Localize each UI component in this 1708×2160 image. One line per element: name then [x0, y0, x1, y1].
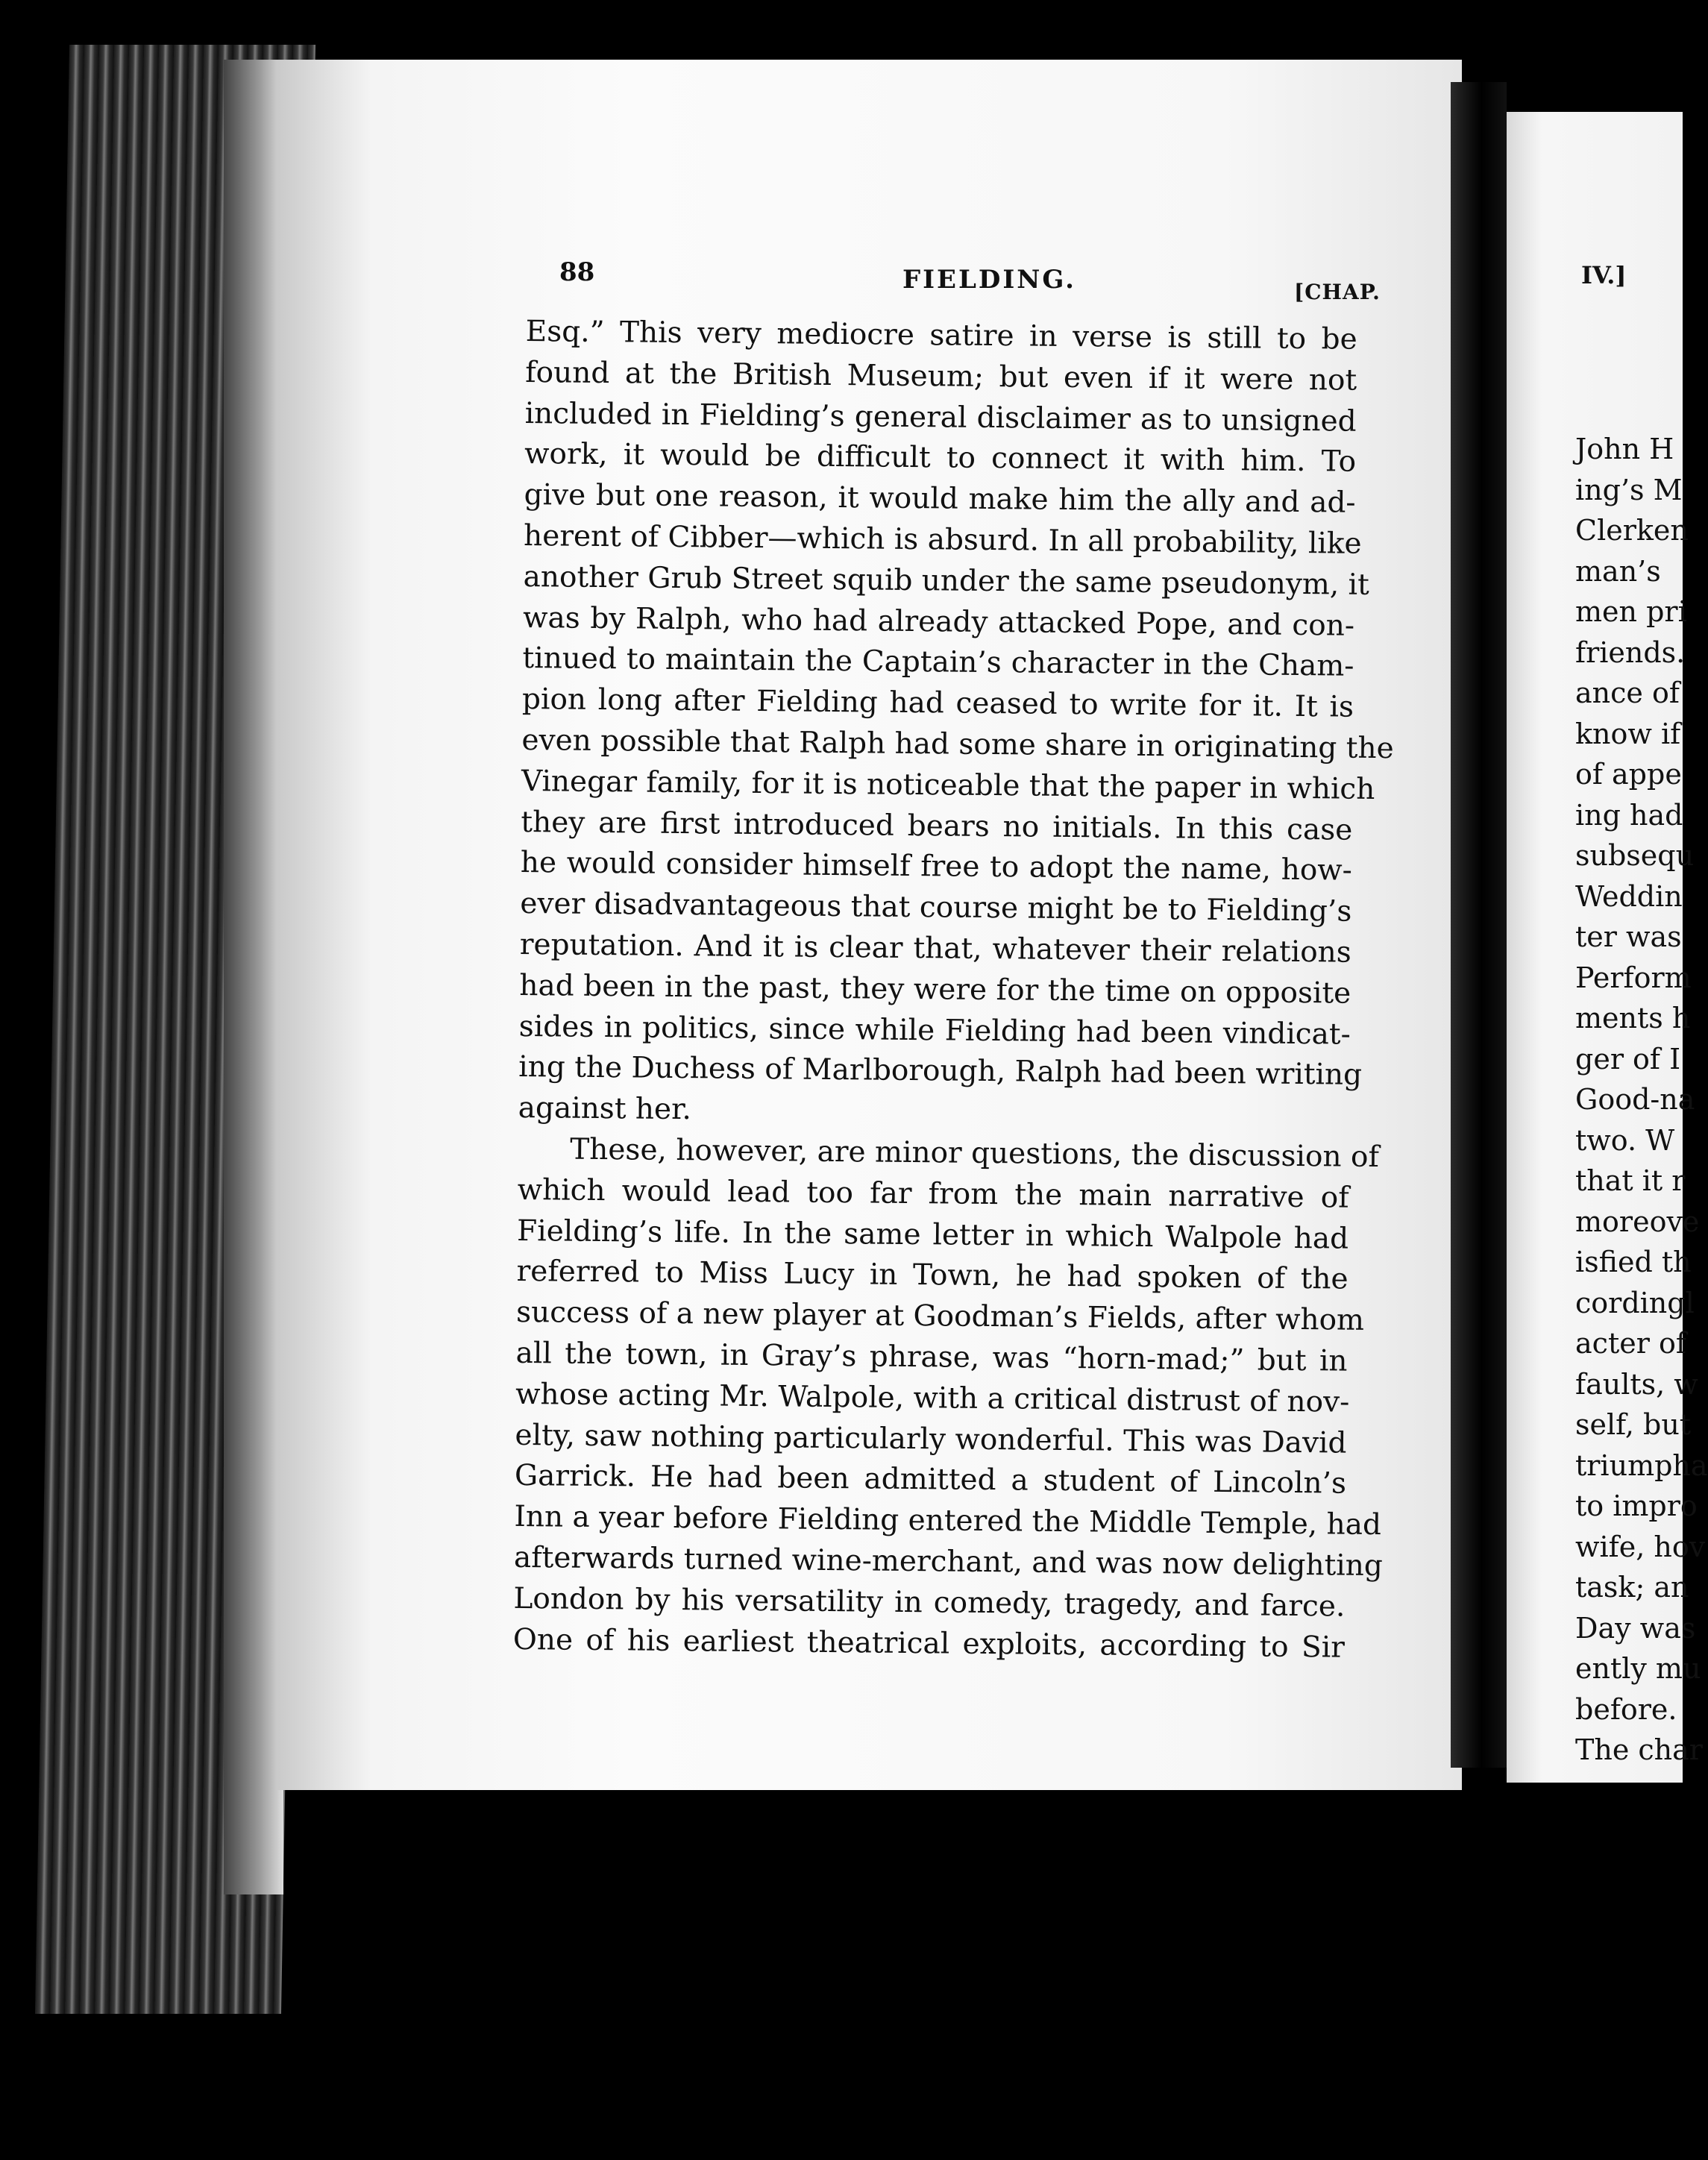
- text-line: know if: [1575, 717, 1681, 750]
- text-line: ently mu: [1575, 1652, 1701, 1685]
- text-line: afterwards turned wine-merchant, and was now delighting: [513, 1540, 1384, 1583]
- text-line: that it r: [1575, 1164, 1686, 1197]
- text-line: against her.: [518, 1091, 692, 1127]
- text-line: Good-na: [1575, 1083, 1695, 1116]
- page-number: 88: [559, 257, 595, 287]
- paragraph-start-line: These, however, are minor questions, the discussion of: [570, 1132, 1380, 1174]
- text-line: ter was: [1575, 920, 1682, 953]
- text-line: reputation. And it is clear that, whatever their relations: [519, 927, 1352, 970]
- text-line: ments h: [1575, 1002, 1691, 1035]
- text-line: tinued to maintain the Captain’s character in the Cham-: [522, 641, 1354, 684]
- text-line: which would lead too far from the main narrative of: [517, 1172, 1349, 1215]
- text-line: The char: [1575, 1733, 1703, 1766]
- text-line: found at the British Museum; but even if it were not: [525, 355, 1357, 398]
- text-line: success of a new player at Goodman’s Fields, after whom: [515, 1296, 1365, 1337]
- text-line: before.: [1575, 1692, 1677, 1726]
- right-page-header: IV.]: [1581, 261, 1627, 289]
- text-line: whose acting Mr. Walpole, with a critical distrust of nov-: [515, 1377, 1350, 1419]
- text-line: self, but: [1575, 1408, 1692, 1441]
- text-line: work, it would be difficult to connect it with him. To: [524, 437, 1357, 480]
- text-line: Perform: [1575, 961, 1692, 994]
- text-line: Day was: [1575, 1611, 1696, 1645]
- text-line: ing had: [1575, 798, 1683, 832]
- text-line: pion long after Fielding had ceased to write for it. It is: [521, 682, 1354, 724]
- running-title: FIELDING.: [902, 265, 1076, 295]
- text-line: to impro: [1575, 1489, 1698, 1522]
- text-line: another Grub Street squib under the same pseudonym, it: [523, 559, 1370, 602]
- text-line: subsequ: [1575, 839, 1695, 872]
- text-line: isfied th: [1575, 1246, 1692, 1278]
- text-line: ing’s M: [1575, 473, 1683, 506]
- right-page: [1507, 112, 1708, 1783]
- text-line: acter of: [1575, 1327, 1686, 1360]
- text-line: Garrick. He had been admitted a student of Lincoln’s: [514, 1459, 1347, 1501]
- text-line: Fielding’s life. In the same letter in which Walpole had: [516, 1214, 1349, 1256]
- text-line: they are first introduced bears no initials. In this case: [521, 805, 1353, 847]
- text-line: wife, hov: [1575, 1530, 1706, 1563]
- chapter-mark: [CHAP.: [1294, 280, 1381, 304]
- text-line: of appe: [1575, 758, 1682, 791]
- book-gutter: [1451, 82, 1507, 1768]
- text-line: ever disadvantageous that course might be to Fielding’s: [520, 887, 1352, 929]
- text-line: all the town, in Gray’s phrase, was “horn-mad;” but in: [515, 1336, 1348, 1378]
- text-line: even possible that Ralph had some share in originating the: [521, 723, 1394, 766]
- body-text: [512, 312, 1394, 1668]
- page-header: [559, 257, 1381, 304]
- text-line: London by his versatility in comedy, tragedy, and farce.: [513, 1581, 1346, 1624]
- text-line: two. W: [1575, 1123, 1675, 1157]
- text-line: Esq.” This very mediocre satire in verse is still to be: [525, 314, 1357, 357]
- text-line: task; an: [1575, 1571, 1689, 1604]
- text-line: had been in the past, they were for the time on opposite: [519, 968, 1351, 1011]
- text-line: cordingl: [1575, 1286, 1695, 1319]
- text-line: elty, saw nothing particularly wonderful. This was David: [515, 1418, 1347, 1460]
- text-line: ger of I: [1575, 1042, 1681, 1076]
- text-line: Clerken: [1575, 514, 1689, 547]
- text-line: ance of: [1575, 676, 1680, 709]
- text-line: included in Fielding’s general disclaimer as to unsigned: [524, 396, 1357, 439]
- text-line: One of his earliest theatrical exploits, according to Sir: [512, 1622, 1346, 1665]
- text-line: John H: [1575, 433, 1674, 465]
- text-line: ing the Duchess of Marlborough, Ralph had been writing: [518, 1050, 1363, 1093]
- text-line: was by Ralph, who had already attacked Pope, and con-: [522, 600, 1355, 643]
- text-line: herent of Cibber—which is absurd. In all probability, like: [523, 518, 1362, 561]
- text-line: man’s: [1575, 554, 1661, 588]
- text-line: sides in politics, since while Fielding had been vindicat-: [518, 1009, 1351, 1052]
- text-line: triumpha: [1575, 1448, 1708, 1482]
- text-line: faults, w: [1575, 1367, 1698, 1401]
- text-line: Weddin: [1575, 879, 1683, 913]
- text-line: moreove: [1575, 1205, 1700, 1238]
- text-line: friends.: [1575, 635, 1686, 669]
- page-stack-edge: [224, 60, 283, 1894]
- text-line: referred to Miss Lucy in Town, he had spoken of the: [516, 1255, 1348, 1296]
- text-line: Vinegar family, for it is noticeable that the paper in which: [521, 764, 1375, 806]
- right-page-text: [1575, 429, 1708, 1771]
- text-line: Inn a year before Fielding entered the Middle Temple, had: [514, 1500, 1382, 1542]
- text-line: give but one reason, it would make him the ally and ad-: [524, 478, 1356, 520]
- text-line: he would consider himself free to adopt the name, how-: [520, 846, 1353, 888]
- text-line: men pri: [1575, 595, 1687, 628]
